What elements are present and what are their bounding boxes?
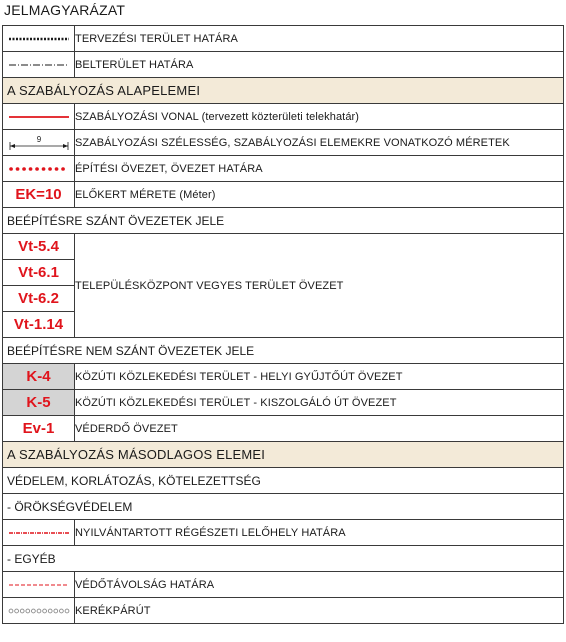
vt-code: Vt-6.2 bbox=[18, 290, 59, 307]
row-szab-vonal bbox=[3, 104, 564, 130]
orokseg-label: - ÖRÖKSÉGVÉDELEM bbox=[3, 494, 564, 520]
section-masodlagos bbox=[3, 442, 564, 468]
dimension-value: 9 bbox=[36, 134, 41, 144]
row-szab-szel bbox=[3, 130, 564, 156]
vt-code: Vt-6.1 bbox=[18, 264, 59, 281]
row-k5 bbox=[3, 390, 564, 416]
row-epitesi bbox=[3, 156, 564, 182]
section-alapelemei-label: A SZABÁLYOZÁS ALAPELEMEI bbox=[3, 78, 564, 104]
circle-mark bbox=[48, 609, 52, 613]
row-ev bbox=[3, 416, 564, 442]
circle-mark bbox=[42, 609, 46, 613]
section-masodlagos-label: A SZABÁLYOZÁS MÁSODLAGOS ELEMEI bbox=[3, 442, 564, 468]
text-vedotav: VÉDŐTÁVOLSÁG HATÁRA bbox=[75, 572, 564, 598]
symbol-k4-code bbox=[3, 364, 75, 390]
row-belterulet bbox=[3, 52, 564, 78]
row-regeszeti bbox=[3, 520, 564, 546]
row-vt bbox=[3, 234, 564, 338]
text-szab-vonal: SZABÁLYOZÁSI VONAL (tervezett közterületi telekhatár) bbox=[75, 104, 564, 130]
symbol-red-dashdot bbox=[3, 520, 75, 546]
text-belterulet: BELTERÜLET HATÁRA bbox=[75, 52, 564, 78]
row-k4 bbox=[3, 364, 564, 390]
symbol-vt-codes bbox=[3, 234, 75, 338]
egyeb-label: - EGYÉB bbox=[3, 546, 564, 572]
text-k5: KÖZÚTI KÖZLEKEDÉSI TERÜLET - KISZOLGÁLÓ ÚT ÖVEZET bbox=[75, 390, 564, 416]
circle-mark bbox=[53, 609, 57, 613]
vt-code-cell bbox=[3, 286, 74, 312]
text-ev: VÉDERDŐ ÖVEZET bbox=[75, 416, 564, 442]
symbol-k5-code bbox=[3, 390, 75, 416]
circle-mark bbox=[37, 609, 41, 613]
row-kerekpar bbox=[3, 598, 564, 624]
circle-mark bbox=[31, 609, 35, 613]
circle-mark bbox=[14, 609, 18, 613]
vt-code-cell bbox=[3, 260, 74, 286]
text-k4: KÖZÚTI KÖZLEKEDÉSI TERÜLET - HELYI GYŰJTŐÚT ÖVEZET bbox=[75, 364, 564, 390]
circle-mark bbox=[25, 609, 29, 613]
text-regeszeti: NYILVÁNTARTOTT RÉGÉSZETI LELŐHELY HATÁRA bbox=[75, 520, 564, 546]
symbol-dotted-line bbox=[3, 26, 75, 52]
text-epitesi: ÉPÍTÉSI ÖVEZET, ÖVEZET HATÁRA bbox=[75, 156, 564, 182]
ev-code: Ev-1 bbox=[22, 420, 55, 437]
row-egyeb bbox=[3, 546, 564, 572]
k5-code: K-5 bbox=[26, 394, 51, 411]
section-beepitesre-szant bbox=[3, 208, 564, 234]
symbol-red-line bbox=[3, 104, 75, 130]
text-vt: TELEPÜLÉSKÖZPONT VEGYES TERÜLET ÖVEZET bbox=[75, 234, 564, 338]
ek-code: EK=10 bbox=[15, 186, 62, 203]
legend-title: JELMAGYARÁZAT bbox=[4, 2, 126, 18]
text-ek: ELŐKERT MÉRETE (Méter) bbox=[75, 182, 564, 208]
vt-code-stack bbox=[3, 234, 74, 337]
symbol-red-dots bbox=[3, 156, 75, 182]
section-beepitesre-nem-szant bbox=[3, 338, 564, 364]
symbol-red-dashed bbox=[3, 572, 75, 598]
k4-code: K-4 bbox=[26, 368, 51, 385]
symbol-gray-circles bbox=[3, 598, 75, 624]
circle-mark bbox=[65, 609, 69, 613]
symbol-dimension-line bbox=[3, 130, 75, 156]
row-tervezesi bbox=[3, 26, 564, 52]
vt-code-cell bbox=[3, 234, 74, 260]
text-tervezesi: TERVEZÉSI TERÜLET HATÁRA bbox=[75, 26, 564, 52]
symbol-dashdot-line bbox=[3, 52, 75, 78]
vt-code: Vt-5.4 bbox=[18, 238, 59, 255]
circle-mark bbox=[9, 609, 13, 613]
row-orokseg bbox=[3, 494, 564, 520]
vedelem-label: VÉDELEM, KORLÁTOZÁS, KÖTELEZETTSÉG bbox=[3, 468, 564, 494]
section-beepitesre-nem-szant-label: BEÉPÍTÉSRE NEM SZÁNT ÖVEZETEK JELE bbox=[3, 338, 564, 364]
row-vedelem bbox=[3, 468, 564, 494]
row-vedotav bbox=[3, 572, 564, 598]
text-szab-szel: SZABÁLYOZÁSI SZÉLESSÉG, SZABÁLYOZÁSI ELEMEKRE VONATKOZÓ MÉRETEK bbox=[75, 130, 564, 156]
symbol-ek-code bbox=[3, 182, 75, 208]
row-ek bbox=[3, 182, 564, 208]
vt-code: Vt-1.14 bbox=[13, 316, 64, 333]
legend-table bbox=[2, 25, 564, 624]
section-beepitesre-szant-label: BEÉPÍTÉSRE SZÁNT ÖVEZETEK JELE bbox=[3, 208, 564, 234]
text-kerekpar: KERÉKPÁRÚT bbox=[75, 598, 564, 624]
circle-mark bbox=[20, 609, 24, 613]
symbol-ev-code bbox=[3, 416, 75, 442]
section-alapelemei bbox=[3, 78, 564, 104]
vt-code-cell bbox=[3, 312, 74, 338]
circle-mark bbox=[59, 609, 63, 613]
